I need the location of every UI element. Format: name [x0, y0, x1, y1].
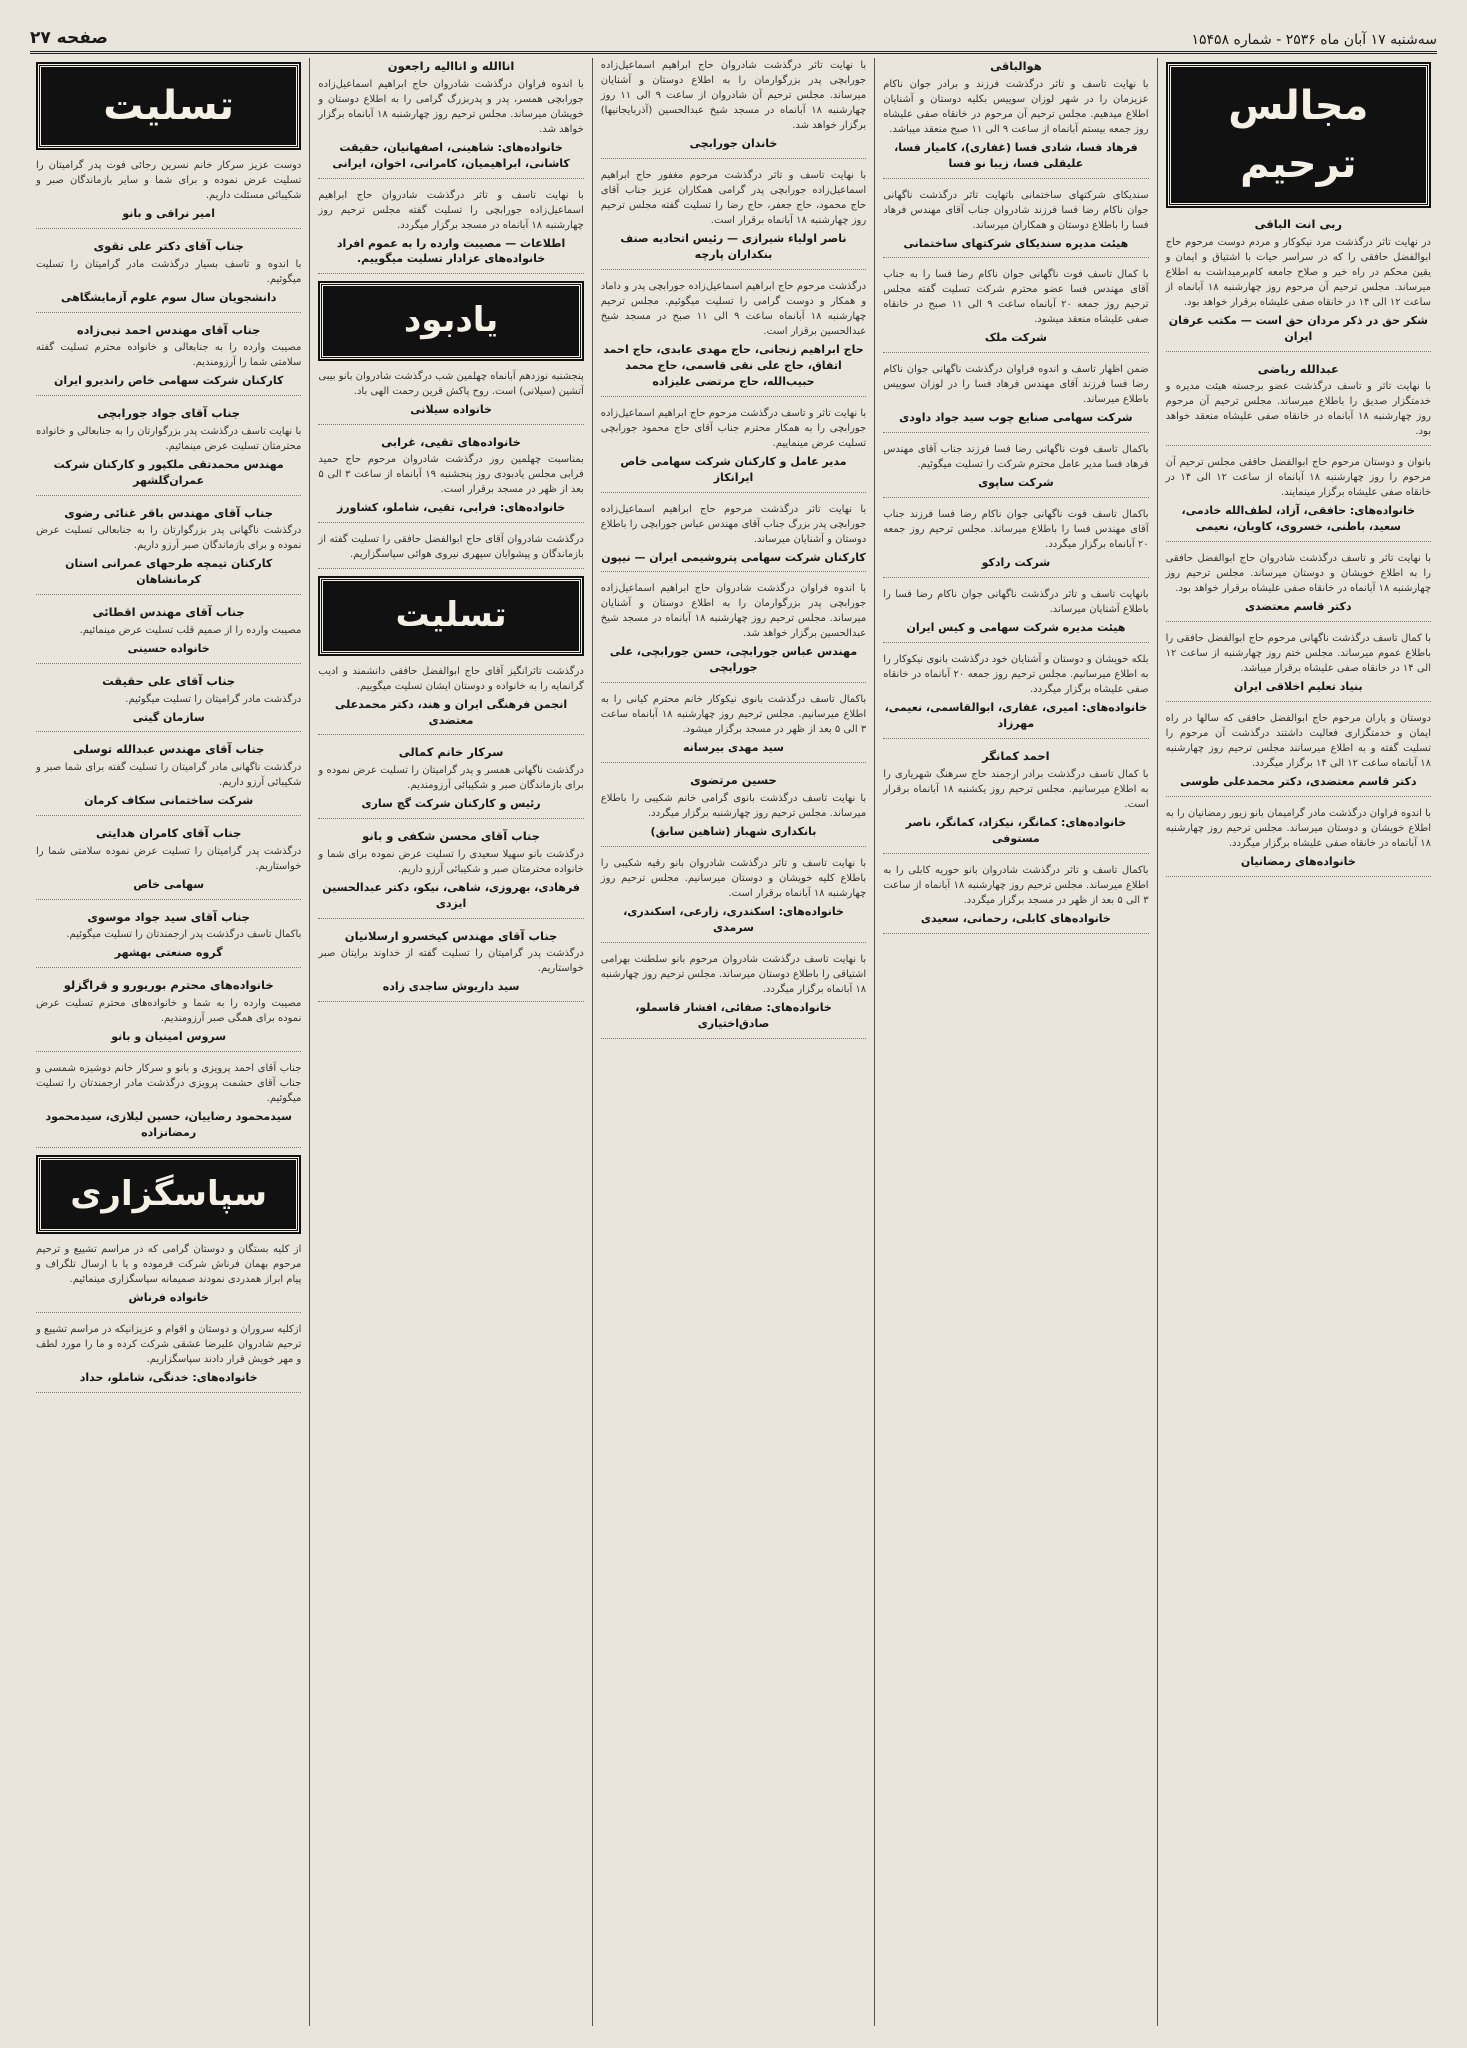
notice-body: درگذشت پدر گرامیتان را تسلیت عرض نموده سلامتی شما را خواستاریم. — [35, 845, 302, 872]
notice-signature: دکتر قاسم معتضدی — [1244, 600, 1352, 614]
notice-item — [601, 502, 866, 573]
columns — [28, 58, 1439, 2026]
notice-item — [601, 406, 866, 493]
notice-title: اناالله و اناالیه راجعون — [387, 59, 515, 73]
notice-title: خانواده‌های محترم بوریورو و قراگزلو — [63, 978, 274, 993]
notice-body: با نهایت تاسف و تاثر درگذشت فرزند و برادر جوان ناکام عزیزمان را در شهر لوزان سوییس بکلیه دوستان و آشنایان اطلاع میدهیم. مجلس ترحیم آن مرحوم در خانقاه صفی علیشاه روز جمعه بیستم آبانماه از ساعت ۹ الی ۱۱ صبح منعقد میباشد. — [883, 78, 1149, 135]
notice-body: با کمال تاسف درگذشت برادر ارجمند حاج سرهنگ شهریاری را به اطلاع میرسانیم. مجلس ترحیم روز یکشنبه ۱۸ آبانماه برقرار است. — [883, 768, 1149, 810]
notice-signature: هیئت مدیره سندیکای شرکتهای ساختمانی — [903, 236, 1129, 250]
notice-body: با نهایت تاثر و تاسف درگذشت مرحوم حاج ابراهیم اسماعیل‌زاده جورابچی را به همکار محترم جناب آقای حاج محمود جورابچی تسلیت عرض مینماییم. — [600, 407, 867, 449]
notice-item — [1166, 455, 1431, 542]
notice-body: سندیکای شرکتهای ساختمانی باتهایت تاثر درگذشت ناگهانی جوان ناکام رضا فسا فرزند شادروان جناب آقای مهندس فرهاد فسا را باطلاع دوستان و همکاران میرساند. — [883, 189, 1149, 231]
column-2-items — [883, 58, 1148, 934]
notice-signature: کارکنان شرکت سهامی پتروشیمی ایران — نیپون — [601, 550, 866, 564]
notice-signature: سازمان گیتی — [132, 710, 205, 724]
notice-body: دوست عزیز سرکار خانم نسرین رجائی فوت پدر گرامیتان را تسلیت عرض نموده و برای شما و سایر بازماندگان صبر و شکیبائی مسئلت داریم. — [35, 160, 302, 201]
notice-title: عبدالله ریاضی — [1257, 361, 1339, 376]
notice-signature: خانواده‌های: صفائی، افشار قاسملو، صادق‌اختیاری — [635, 1000, 832, 1030]
notice-body: با نهایت تاسف و تاثر درگذشت شادروان بانو رقیه شکیبی را باطلاع کلیه خویشان و دوستان میرسانیم. مجلس ترحیم روز چهارشنبه ۱۸ آبانماه برقرار است. — [600, 857, 867, 899]
notice-body: با نهایت تاسف درگذشت پدر بزرگوارتان را به جنابعالی و خانواده محترمتان تسلیت عرض مینمائیم. — [35, 425, 302, 452]
notice-title: جناب آقای علی حقیقت — [102, 673, 236, 688]
notice-signature: سید داریوش ساجدی زاده — [382, 980, 520, 994]
notice-title: احمد کمانگر — [982, 749, 1050, 764]
notice-body: در نهایت تاثر درگذشت مرد نیکوکار و مردم دوست مرحوم حاج ابوالفضل حافقی را که در سراسر حیات با اشتیاق و ایمان و یقین محکم در راه خیر و صلاح جامعه کام‌برمیداشت به اطلاع میرساند. مجلس ترحیم آن مرحوم روز چهارشنبه ۱۸ آبانماه از ساعت ۱۲ الی ۱۴ در خانقاه صفی علیشاه برقرار خواهد بود. — [1165, 236, 1431, 308]
notice-body: با کمال تاسف فوت ناگهانی جوان ناکام رضا فسا را به جناب آقای مهندس فسا عضو محترم شرکت تسلیت گفته مجلس ترحیم روز جمعه ۲۰ آبانماه ساعت ۹ الی ۱۱ صبح در خانقاه صفی علیشاه منعقد میشود. — [883, 269, 1149, 326]
column-5-items — [36, 158, 301, 1148]
column-4-yadbood-items — [318, 369, 583, 570]
notice-item — [36, 158, 301, 229]
notice-signature: خانواده‌های: خدنگی، شاملو، حداد — [79, 1371, 258, 1385]
tasliat-top-banner: تسلیت — [38, 64, 299, 148]
notice-body: مصیبت وارده را به جنابعالی و خانواده محترم تسلیت گفته سلامتی شما را آرزومندیم. — [35, 342, 302, 369]
notice-title: جناب آقای محسن شکفی و بانو — [362, 829, 541, 844]
notice-signature: خانواده‌های: فرابی، تقیی، شاملو، کشاورز — [336, 501, 566, 515]
notice-body: با نهایت تاثر و تاسف درگذشت شادروان حاج ابوالفضل حافقی را به اطلاع خویشان و دوستان میرساند. مجلس ترحیم روز چهارشنبه ۱۸ آبانماه در خانقاه صفی علیشاه برقرار خواهد بود. — [1165, 553, 1431, 595]
column-5-sepas-items — [36, 1242, 301, 1393]
notice-item — [36, 1061, 301, 1148]
notice-signature: خانواده‌های رمضانیان — [1240, 854, 1356, 868]
notice-item — [1166, 551, 1431, 622]
notice-item — [601, 856, 866, 943]
notice-signature: خانواده فرناش — [128, 1291, 209, 1305]
column-4-tasliat-items — [318, 664, 583, 1003]
notice-title: جناب آقای دکتر علی تقوی — [93, 238, 244, 253]
sepasgozari-banner: سپاسگزاری — [38, 1157, 299, 1232]
notice-title: ربی انت الباقی — [1254, 217, 1343, 231]
notice-signature: خانواده‌های: کمانگر، نیکزاد، کمانگر، ناصر مستوفی — [905, 815, 1127, 845]
notice-signature: شرکت سهامی صنایع چوب سید جواد داودی — [899, 411, 1133, 425]
notice-body: ضمن اظهار تاسف و اندوه فراوان درگذشت ناگهانی جوان ناکام رضا فسا فرزند آقای مهندس فرهاد فسا را در لوزان سوییس باطلاع میرساند. — [883, 364, 1149, 406]
column-1-items — [1166, 216, 1431, 877]
notice-item — [36, 604, 301, 664]
notice-body: با نهایت تاسف و تاثر درگذشت شادروان حاج ابراهیم اسماعیل‌زاده جورابچی را تسلیت گفته مجلس ترحیم روز چهارشنبه ۱۸ آبانماه در مسجد برگزار میگردد. — [318, 189, 584, 231]
notice-signature: فرهادی، بهروزی، شاهی، نیکو، دکتر عبدالحسین ایزدی — [322, 880, 580, 910]
notice-title: هوالباقی — [990, 59, 1042, 73]
notice-signature: خانواده سیلانی — [410, 402, 492, 416]
notice-body: با اندوه فراوان درگذشت شادروان حاج ابراهیم اسماعیل‌زاده جورابچی پدر بزرگوارمان را به اطلاع دوستان و آشنایان میرساند. مجلس ترحیم روز چهارشنبه ۱۸ آبانماه در مسجد شیخ عبدالحسین برگزار خواهد شد. — [600, 583, 867, 640]
notice-item — [883, 652, 1148, 739]
notice-item — [883, 267, 1148, 353]
notice-signature: سید مهدی بیرسانه — [682, 741, 784, 755]
notice-item — [883, 58, 1148, 179]
notice-item — [601, 279, 866, 397]
notice-signature: خانواده‌های: امیری، غفاری، ابوالقاسمی، نعیمی، مهرزاد — [884, 701, 1148, 731]
notice-body: باکمال تاسف درگذشت پدر ارجمندتان را تسلیت میگوئیم. — [66, 929, 302, 941]
issue-line: سه‌شنبه ۱۷ آبان ماه ۲۵۳۶ - شماره ۱۵۴۵۸ — [1191, 32, 1437, 48]
notice-body: با نهایت تاسف و تاثر درگذشت مرحوم مغفور حاج ابراهیم اسماعیل‌زاده جورابچی پدر گرامی همکاران عزیز جناب آقای حاج محمود، حاج جعفر، حاج رضا را تسلیت گفته مجلس ترحیم روز چهارشنبه ۱۸ آبانماه برقرار است. — [600, 169, 867, 226]
notice-body: جناب آقای احمد پرویزی و بانو و سرکار خانم دوشیزه شمسی و جناب آقای حشمت پرویزی درگذشت مادر ارجمندتان را تسلیت میگوئیم. — [35, 1062, 302, 1104]
notice-item — [883, 442, 1148, 498]
notice-item — [601, 772, 866, 847]
notice-body: بلکه خویشان و دوستان و آشنایان خود درگذشت بانوی نیکوکار را به اطلاع میرسانیم. مجلس ترحیم روز جمعه ۲۰ آبانماه در خانقاه صفی علیشاه برگزار میگردد. — [883, 654, 1149, 696]
notice-body: با نهایت تاثر درگذشت مرحوم حاج ابراهیم اسماعیل‌زاده جورابچی پدر بزرگ جناب آقای مهندس عباس جورابچی را باطلاع دوستان و آشنایان میرساند. — [600, 503, 867, 545]
notice-item — [36, 1242, 301, 1313]
notice-signature: شکر حق در ذکر مردان حق است — مکتب عرفان ایران — [1168, 313, 1428, 343]
column-4-items — [318, 58, 583, 274]
notice-item — [883, 587, 1148, 643]
notice-item — [318, 664, 583, 736]
page-header — [30, 14, 1437, 54]
notice-signature: مدیر عامل و کارکنان شرکت سهامی خاص ایرانکاز — [620, 454, 847, 484]
notice-body: از کلیه بستگان و دوستان گرامی که در مراسم تشییع و ترحیم مرحوم بهمان فرناش شرکت فرموده و یا با ارسال تلگراف و پیام ابراز همدردی نمودند صمیمانه سپاسگزاری مینمائیم. — [35, 1244, 302, 1286]
notice-body: با کمال تاسف درگذشت ناگهانی مرحوم حاج ابوالفضل حافقی را باطلاع عموم میرساند. مجلس ختم روز چهارشنبه از ساعت ۱۲ الی ۱۴ در خانقاه صفی علیشاه برقرار میباشد. — [1165, 633, 1431, 675]
notice-signature: بانکداری شهباز (شاهین سابق) — [650, 824, 817, 838]
notice-body: بمناسبت چهلمین روز درگذشت شادروان مرحوم حاج حمید فرابی مجلس یادبودی روز پنجشنبه ۱۹ آبانماه از ساعت ۳ الی ۵ بعد از ظهر در مسجد برقرار است. — [318, 454, 584, 496]
notice-title: جناب آقای سید جواد موسوی — [87, 909, 250, 924]
notice-title: جناب آقای کامران هدایتی — [95, 826, 242, 841]
notice-title: خانواده‌های تقیی، غرابی — [381, 434, 521, 449]
notice-body: درگذشت بانو سهیلا سعیدی را تسلیت عرض نموده برای شما و خانواده محترمتان صبر و شکیبائی آرزو داریم. — [318, 848, 584, 875]
notice-body: با نهایت تاسف درگذشت شادروان مرحوم بانو سلطنت بهرامی اشتیاقی را باطلاع دوستان میرساند. مجلس ترحیم روز چهارشنبه ۱۸ آبانماه برگزار میگردد. — [600, 953, 867, 995]
notice-body: باکمال تاسف فوت ناگهانی جوان ناکام رضا فسا فرزند جناب آقای مهندس فسا را باطلاع میرساند. مجلس ترحیم روز جمعه ۲۰ آبانماه برگزار میگردد. — [883, 509, 1149, 551]
notice-item — [1166, 216, 1431, 352]
notice-signature: فرهاد فسا، شادی فسا (غفاری)، کامیار فسا، علیقلی فسا، زیبا نو فسا — [894, 140, 1138, 170]
notice-signature: سیدمحمود رضاییان، حسین لیلازی، سیدمحمود رمضانزاده — [45, 1109, 292, 1139]
notice-signature: مهندس محمدتقی ملکپور و کارکنان شرکت عمران‌گلشهر — [53, 457, 284, 487]
notice-title: حسین مرتضوی — [690, 773, 777, 788]
notice-item — [883, 863, 1148, 934]
notice-item — [883, 748, 1148, 854]
notice-item — [1166, 711, 1431, 797]
notice-signature: سروس امینیان و بانو — [111, 1029, 227, 1043]
notice-signature: کارکنان شرکت سهامی خاص راندیرو ایران — [53, 374, 284, 388]
notice-item — [36, 1322, 301, 1393]
notice-body: درگذشت ناگهانی همسر و پدر گرامیتان را تسلیت عرض نموده و برای بازماندگان صبر و شکیبائی آرزومندیم. — [318, 765, 584, 792]
notice-body: با اندوه فراوان درگذشت شادروان حاج ابراهیم اسماعیل‌زاده جورابچی همسر، پدر و پدربزرگ گرامی را به اطلاع دوستان و خویشان میرساند. مجلس ترحیم روز چهارشنبه ۱۸ آبانماه برگزار خواهد شد. — [318, 78, 584, 135]
notice-item — [601, 581, 866, 683]
notice-body: درگذشت تاثرانگیز آقای حاج ابوالفضل حافقی دانشمند و ادیب گرانمایه را به خانواده و دوستان ایشان تسلیت میگوییم. — [318, 665, 584, 692]
notice-item — [1166, 361, 1431, 447]
notice-item — [883, 507, 1148, 578]
notice-signature: ناصر اولیاء شیرازی — رئیس اتحادیه صنف بنکداران پارچه — [620, 231, 847, 261]
notice-body: با نهایت تاثر درگذشت شادروان حاج ابراهیم اسماعیل‌زاده جورابچی پدر بزرگوارمان را به اطلاع دوستان و آشنایان میرساند. مجلس ترحیم آن شادروان از ساعت ۹ الی ۱۱ روز چهارشنبه ۱۸ آبانماه در مسجد شیخ عبدالحسین (آذربایجانیها) برگزار خواهد شد. — [600, 60, 867, 131]
notice-title: سرکار خانم کمالی — [398, 745, 504, 760]
notice-signature: شرکت ساپوی — [978, 476, 1054, 490]
notice-body: درگذشت ناگهانی مادر گرامیتان را تسلیت گفته برای شما صبر و شکیبائی آرزو داریم. — [35, 762, 302, 789]
notice-title: جناب آقای مهندس باقر غنائی رضوی — [64, 505, 274, 520]
notice-body: باکمال تاسف فوت ناگهانی رضا فسا فرزند جناب آقای مهندس فرهاد فسا مدیر عامل محترم شرکت را تسلیت میگوئیم. — [883, 444, 1149, 471]
notice-item — [318, 532, 583, 569]
notice-item — [318, 188, 583, 275]
notice-signature: سهامی خاص — [133, 877, 205, 891]
notice-item — [318, 828, 583, 919]
notice-title: جناب آقای مهندس کیخسرو ارسلانیان — [344, 928, 558, 943]
notice-body: باکمال تاسف و تاثر درگذشت شادروان بانو حوریه کابلی را به اطلاع میرساند. مجلس ترحیم روز چهارشنبه ۱۸ آبانماه از ساعت ۳ الی ۵ بعد از ظهر در مسجد برگزار میگردد. — [883, 864, 1149, 906]
notice-body: بانوان و دوستان مرحوم حاج ابوالفضل حافقی مجلس ترحیم آن مرحوم را روز چهارشنبه ۱۸ آبانماه از ساعت ۱۲ الی ۱۴ در خانقاه صفی علیشاه برگزار مینمایند. — [1165, 457, 1431, 499]
notice-item — [36, 322, 301, 397]
notice-signature: دکتر قاسم معتضدی، دکتر محمدعلی طوسی — [1180, 774, 1417, 788]
notice-signature: دانشجویان سال سوم علوم آزمایشگاهی — [60, 290, 277, 304]
notice-signature: انجمن فرهنگی ایران و هند، دکتر محمدعلی معتضدی — [335, 697, 568, 727]
notice-signature: شرکت ساختمانی سکاف کرمان — [84, 794, 254, 808]
notice-body: با نهایت تاثر و تاسف درگذشت عضو برجسته هیئت مدیره و خدمتگزار صدیق را باطلاع میرساند. مجلس ترحیم آن مرحوم روز چهارشنبه ۱۸ آبانماه در خانقاه صفی علیشاه منعقد خواهد بود. — [1165, 381, 1431, 438]
notice-item — [36, 741, 301, 816]
notice-item — [36, 238, 301, 313]
notice-item — [1166, 631, 1431, 702]
notice-signature: خانواده‌های: اسکندری، زارعی، اسکندری، سرمدی — [623, 904, 844, 934]
notice-body: درگذشت ناگهانی پدر بزرگوارتان را به جنابعالی تسلیت عرض نموده و برای بازماندگان صبر آرزو داریم. — [35, 525, 302, 552]
notice-body: درگذشت مادر گرامیتان را تسلیت میگوئیم. — [125, 693, 302, 705]
notice-item — [883, 188, 1148, 259]
column-1 — [1157, 58, 1439, 2026]
notice-title: جناب آقای مهندس احمد نبی‌زاده — [76, 322, 261, 337]
notice-body: مصیبت وارده را به شما و خانواده‌های محترم تسلیت عرض نموده برای همگی صبر آرزومندیم. — [35, 997, 302, 1024]
notice-signature: کارکنان تیمچه طرحهای عمرانی استان کرمانشاهان — [65, 557, 273, 587]
notice-item — [318, 928, 583, 1003]
notice-item — [1166, 806, 1431, 877]
notice-signature: حاج ابراهیم زنجانی، حاج مهدی عابدی، حاج احمد اتفاق، حاج علی نقی قاسمی، حاج محمد حبیب‌الله، حاج مرتضی علیزاده — [603, 342, 864, 388]
majales-banner: مجالس ترحیم — [1168, 64, 1429, 206]
notice-item — [36, 673, 301, 733]
notice-body: دوستان و یاران مرحوم حاج ابوالفضل حافقی که سالها در راه ایمان و خدمتگزاری فعالیت داشتند درگذشت آن مرحوم را تسلیت گفته و به اطلاع میرسانند مجلس ترحیم روز چهارشنبه ۱۸ آبانماه ساعت ۱۲ الی ۱۴ برگزار میگردد. — [1165, 712, 1431, 769]
notice-signature: گروه صنعتی بهشهر — [114, 946, 223, 960]
notice-item — [36, 909, 301, 969]
notice-signature: خانواده حسینی — [127, 641, 210, 655]
notice-item — [36, 977, 301, 1052]
notice-item — [883, 362, 1148, 433]
notice-signature: امیر نراقی و بانو — [122, 207, 215, 220]
notice-item — [601, 168, 866, 270]
notice-body: درگذشت پدر گرامیتان را تسلیت گفته از خداوند برایتان صبر خواستاریم. — [318, 948, 584, 975]
notice-signature: خانواده‌های کابلی، رحمانی، سعیدی — [920, 911, 1111, 925]
notice-body: درگذشت شادروان آقای حاج ابوالفضل حافقی را تسلیت گفته از بازماندگان و پیشوایان سپهری نیروی هوائی سپاسگزاریم. — [318, 534, 584, 561]
notice-body: درگذشت مرحوم حاج ابراهیم اسماعیل‌زاده جورابچی پدر و داماد و همکار و دوست گرامی را تسلیت میگوئیم. مجلس ترحیم چهارشنبه ۱۸ آبانماه ساعت ۹ الی ۱۱ صبح در مسجد شیخ عبدالحسین برقرار است. — [600, 280, 867, 337]
notice-signature: مهندس عباس جورابچی، حسن جورابچی، علی جورابچی — [609, 645, 858, 675]
notice-item — [36, 505, 301, 596]
yadbood-banner: یادبود — [320, 283, 581, 358]
notice-signature: بنیاد تعلیم اخلاقی ایران — [1233, 680, 1363, 694]
notice-item — [36, 405, 301, 496]
notice-item — [318, 58, 583, 179]
notice-body: ازکلیه سروران و دوستان و اقوام و عزیزانیکه در مراسم تشییع و ترحیم شادروان علیرضا عشقی شرکت کرده و ما را مورد لطف و مهر خویش قرار دادند سپاسگزاریم. — [35, 1324, 302, 1366]
notice-signature: خاندان جورابچی — [689, 137, 778, 150]
column-4 — [309, 58, 591, 2026]
notice-item — [601, 952, 866, 1039]
notice-signature: اطلاعات — مصیبت وارده را به عموم افراد خانواده‌های عزادار تسلیت میگوییم. — [336, 236, 566, 266]
page-number: صفحه ۲۷ — [30, 28, 108, 48]
notice-body: با نهایت تاسف درگذشت بانوی گرامی خانم شکیبی را باطلاع میرساند. مجلس ترحیم روز چهارشنبه برگزار میگردد. — [600, 792, 867, 819]
column-3-items — [601, 58, 866, 1039]
notice-item — [36, 825, 301, 900]
notice-signature: هیئت مدیره شرکت سهامی و کیس ایران — [906, 621, 1126, 635]
notice-item — [318, 744, 583, 819]
notice-body: با اندوه و تاسف بسیار درگذشت مادر گرامیتان را تسلیت میگوئیم. — [35, 258, 302, 285]
column-2 — [874, 58, 1156, 2026]
tasliat-mid-banner: تسلیت — [320, 578, 581, 653]
notice-title: جناب آقای مهندس عبدالله توسلی — [72, 742, 265, 757]
notice-body: با اندوه فراوان درگذشت مادر گرامیمان بانو زیور رمضانیان را به اطلاع خویشان و دوستان میرساند. مجلس ترحیم روز چهارشنبه ۱۸ آبانماه در خانقاه صفی علیشاه برگزار میگردد. — [1165, 807, 1431, 849]
notice-signature: خانواده‌های: شاهینی، اصفهانیان، حقیقت کاشانی، ابراهیمیان، کامرانی، اخوان، ایرانی — [332, 140, 570, 170]
notice-body: باکمال تاسف درگذشت بانوی نیکوکار خانم محترم کیانی را به اطلاع میرسانیم. مجلس ترحیم روز چهارشنبه ۱۸ آبانماه ساعت ۳ الی ۵ بعد از ظهر در مسجد برگزار میشود. — [600, 694, 867, 736]
notice-signature: رئیس و کارکنان شرکت گچ ساری — [361, 797, 541, 811]
notice-item — [318, 434, 583, 524]
column-3 — [592, 58, 874, 2026]
notice-body: مصیبت وارده را از صمیم قلب تسلیت عرض مینمائیم. — [79, 624, 302, 636]
notice-item — [601, 692, 866, 763]
notice-title: جناب آقای جواد جورابچی — [97, 406, 241, 421]
notice-signature: شرکت رادکو — [981, 556, 1051, 570]
notice-item — [318, 369, 583, 425]
column-5 — [28, 58, 309, 2026]
notice-body: پنجشنبه نوزدهم آبانماه چهلمین شب درگذشت شادروان بانو بیبی آتشین (سیلانی) است. روح پاکش قرین رحمت الهی باد. — [318, 370, 584, 397]
notice-body: بانهایت تاسف و تاثر درگذشت ناگهانی جوان ناکام رضا فسا را باطلاع آشنایان میرساند. — [883, 589, 1149, 616]
notice-signature: خانواده‌های: حافقی، آزاد، لطف‌الله خادمی، سعید، باطنی، خسروی، کاویان، نعیمی — [1181, 504, 1416, 534]
notice-signature: شرکت ملک — [984, 331, 1047, 345]
notice-title: جناب آقای مهندس اقطائی — [92, 605, 245, 620]
notice-item — [601, 58, 866, 159]
